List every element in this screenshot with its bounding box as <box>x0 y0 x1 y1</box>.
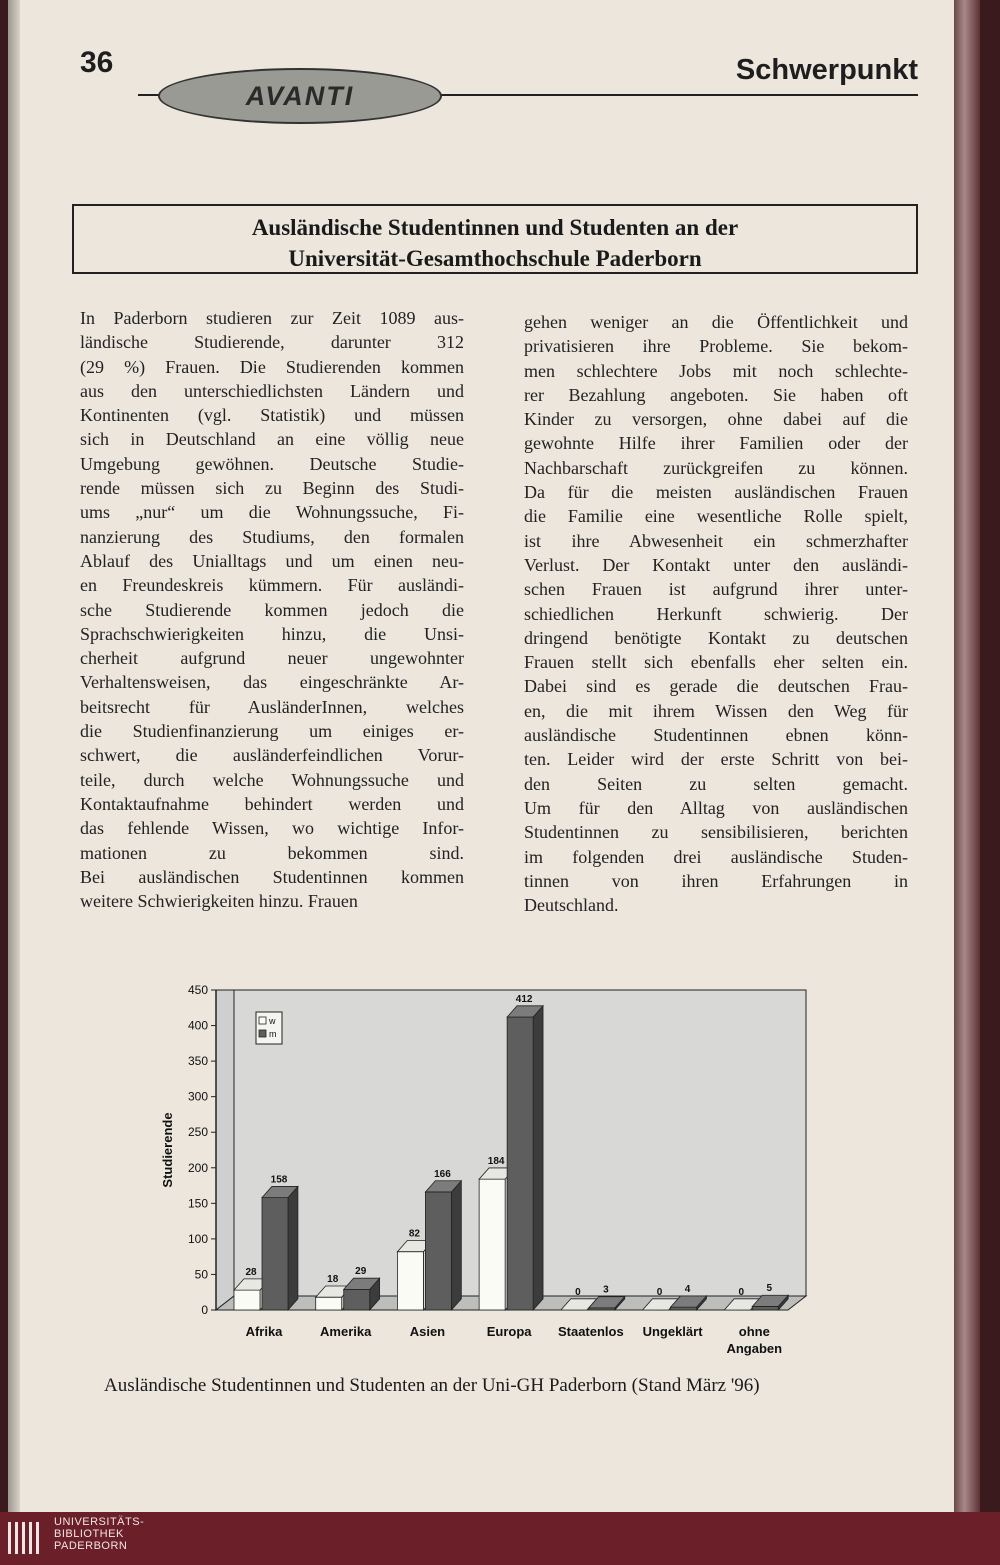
y-tick-label: 0 <box>201 1303 208 1317</box>
bar-w <box>397 1252 423 1310</box>
text-line: dringend benötigte Kontakt zu deutschen <box>524 627 908 648</box>
chart-caption: Ausländische Studentinnen und Studenten an der Uni-GH Paderborn (Stand März '96) <box>104 1375 760 1396</box>
bar-m <box>671 1307 697 1310</box>
text-line: beitsrecht für AusländerInnen, welches <box>80 696 464 717</box>
article-title <box>72 204 918 274</box>
x-tick-label: Europa <box>486 1324 532 1339</box>
data-label: 29 <box>355 1266 367 1278</box>
bar-side <box>288 1186 298 1310</box>
y-tick-label: 100 <box>187 1231 208 1246</box>
text-line: im folgenden drei ausländische Studen- <box>524 846 908 867</box>
text-line: Dabei sind es gerade die deutschen Frau- <box>524 676 908 697</box>
data-label: 4 <box>684 1283 691 1295</box>
data-label: 158 <box>270 1174 288 1186</box>
logo-text: AVANTI <box>245 80 355 111</box>
text-line: Umgebung gewöhnen. Deutsche Studie- <box>80 453 464 474</box>
text-line: weitere Schwierigkeiten hinzu. Frauen <box>80 891 358 912</box>
text-line: gehen weniger an die Öffentlichkeit und <box>524 312 908 332</box>
x-tick-label: Asien <box>409 1324 446 1339</box>
y-axis-label: Studierende <box>160 1112 175 1188</box>
data-label: 3 <box>603 1284 609 1296</box>
text-line: Ablauf des Unialltags und um einen neu- <box>80 550 464 571</box>
library-line-1: UNIVERSITÄTS- <box>54 1516 145 1528</box>
y-tick-label: 450 <box>187 983 208 997</box>
bar-side <box>533 1006 543 1310</box>
data-label: 166 <box>434 1168 451 1180</box>
bar-m <box>507 1017 533 1310</box>
text-line: ländische Studierende, darunter 312 <box>80 332 464 353</box>
text-line: teile, durch welche Wohnungssuche und <box>80 769 464 790</box>
text-line: Studentinnen zu sensibilisieren, berichten <box>524 822 908 843</box>
chart-side-wall <box>216 990 234 1310</box>
scanned-page <box>8 0 980 1512</box>
bar-m <box>425 1192 451 1310</box>
library-name <box>54 1516 144 1552</box>
text-line: mationen zu bekommen sind. <box>80 842 464 863</box>
text-line: ten. Leider wird der erste Schritt von bei- <box>524 749 908 770</box>
library-logo-icon <box>6 1518 44 1558</box>
y-tick-label: 150 <box>187 1196 208 1211</box>
text-line: men schlechtere Jobs mit noch schlechte- <box>524 360 908 381</box>
bar-m <box>752 1306 778 1310</box>
avanti-logo <box>158 68 442 124</box>
x-tick-label: Ungeklärt <box>642 1324 703 1339</box>
bar-w <box>316 1297 342 1310</box>
text-line: Um für den Alltag von ausländischen <box>524 797 908 818</box>
title-line-2: Universität-Gesamthochschule Paderborn <box>288 246 702 271</box>
legend-label: w <box>269 1016 276 1026</box>
data-label: 412 <box>515 993 533 1005</box>
text-line: rende müssen sich zu Beginn des Studi- <box>80 478 464 499</box>
library-line-2: BIBLIOTHEK <box>54 1528 124 1540</box>
y-tick-label: 350 <box>187 1054 208 1069</box>
x-tick-label: Afrika <box>245 1324 283 1339</box>
text-line: Da für die meisten ausländischen Frauen <box>524 482 908 503</box>
data-label: 184 <box>487 1155 505 1167</box>
page-edge <box>954 0 980 1512</box>
text-line: ausländische Studentinnen ebnen könn- <box>524 725 908 746</box>
text-line: Deutschland. <box>524 895 619 916</box>
text-line: das fehlende Wissen, wo wichtige Infor- <box>80 818 464 839</box>
text-line: privatisieren ihre Probleme. Sie bekom- <box>524 336 908 357</box>
text-line: Verlust. Der Kontakt unter den ausländi- <box>524 554 908 575</box>
text-line: Sprachschwierigkeiten hinzu, die Unsi- <box>80 623 464 644</box>
bar-w <box>479 1179 505 1310</box>
text-line: ums „nur“ um die Wohnungssuche, Fi- <box>80 502 464 523</box>
text-line: schen Frauen ist aufgrund ihrer unter- <box>524 579 908 600</box>
text-line: Kinder zu versorgen, ohne dabei auf die <box>524 409 908 430</box>
right-column <box>524 310 908 917</box>
bar-w <box>234 1290 260 1310</box>
text-line: en, die mit ihrem Wissen den Weg für <box>524 700 908 721</box>
text-line: Verhaltensweisen, das eingeschränkte Ar- <box>80 672 464 693</box>
text-line: schwert, die ausländerfeindlichen Vorur- <box>80 745 464 766</box>
page-binding <box>8 0 20 1512</box>
data-label: 82 <box>408 1228 420 1240</box>
x-tick-label: Staatenlos <box>557 1324 624 1339</box>
y-tick-label: 250 <box>187 1125 208 1140</box>
legend-swatch <box>259 1030 266 1037</box>
data-label: 28 <box>245 1266 257 1278</box>
data-label: 0 <box>575 1286 581 1298</box>
legend-label: m <box>269 1029 277 1039</box>
title-line-1: Ausländische Studentinnen und Studenten an der <box>251 215 739 240</box>
text-line: Kontinenten (vgl. Statistik) und müssen <box>80 405 464 426</box>
text-line: aus den unterschiedlichsten Ländern und <box>80 380 464 401</box>
text-line: (29 %) Frauen. Die Studierenden kommen <box>80 356 464 377</box>
bar-side <box>451 1181 461 1310</box>
text-line: ist ihre Abwesenheit ein schmerzhafter <box>524 530 908 551</box>
page-number: 36 <box>80 46 114 79</box>
data-label: 5 <box>766 1283 773 1295</box>
text-line: die Familie eine wesentliche Rolle spielt, <box>524 506 908 527</box>
text-line: rer Bezahlung angeboten. Sie haben oft <box>524 384 908 405</box>
text-line: Nachbarschaft zurückgreifen zu können. <box>524 457 908 478</box>
left-column <box>80 306 464 913</box>
text-line: schiedlichen Herkunft schwierig. Der <box>524 603 908 624</box>
text-line: sche Studierende kommen jedoch die <box>80 599 464 620</box>
bar-m <box>262 1198 288 1310</box>
y-tick-label: 300 <box>187 1089 208 1104</box>
data-label: 0 <box>738 1286 745 1298</box>
text-line: sich in Deutschland an eine völlig neue <box>80 429 464 450</box>
text-line: die Studienfinanzierung um einiges er- <box>80 721 464 742</box>
text-line: den Seiten zu selten gemacht. <box>524 773 908 794</box>
text-line: cherheit aufgrund neuer ungewohnter <box>80 648 464 669</box>
text-line: gewohnte Hilfe ihrer Familien oder der <box>524 433 908 454</box>
text-line: Frauen stellt sich ebenfalls eher selten ein. <box>524 652 908 673</box>
legend-swatch <box>259 1017 266 1024</box>
text-line: Kontaktaufnahme behindert werden und <box>80 793 464 814</box>
section-title: Schwerpunkt <box>735 54 918 86</box>
x-tick-label: Amerika <box>320 1324 372 1339</box>
bar-m <box>344 1289 370 1310</box>
y-tick-label: 50 <box>194 1267 208 1282</box>
x-tick-label: ohne <box>738 1324 770 1339</box>
y-tick-label: 200 <box>187 1160 208 1175</box>
y-tick-label: 400 <box>187 1018 208 1033</box>
data-label: 18 <box>327 1274 339 1285</box>
x-tick-label: Angaben <box>726 1341 783 1356</box>
data-label: 0 <box>656 1286 663 1298</box>
text-line: tinnen von ihren Erfahrungen in <box>524 870 908 891</box>
text-line: en Freundeskreis kümmern. Für ausländi- <box>80 575 464 596</box>
text-line: nanzierung des Studiums, den formalen <box>80 526 464 547</box>
library-line-3: PADERBORN <box>54 1540 128 1552</box>
text-line: Bei ausländischen Studentinnen kommen <box>80 866 464 887</box>
bar-chart <box>128 972 828 1372</box>
text-line: In Paderborn studieren zur Zeit 1089 aus- <box>80 308 464 328</box>
library-footer <box>0 1512 1000 1565</box>
